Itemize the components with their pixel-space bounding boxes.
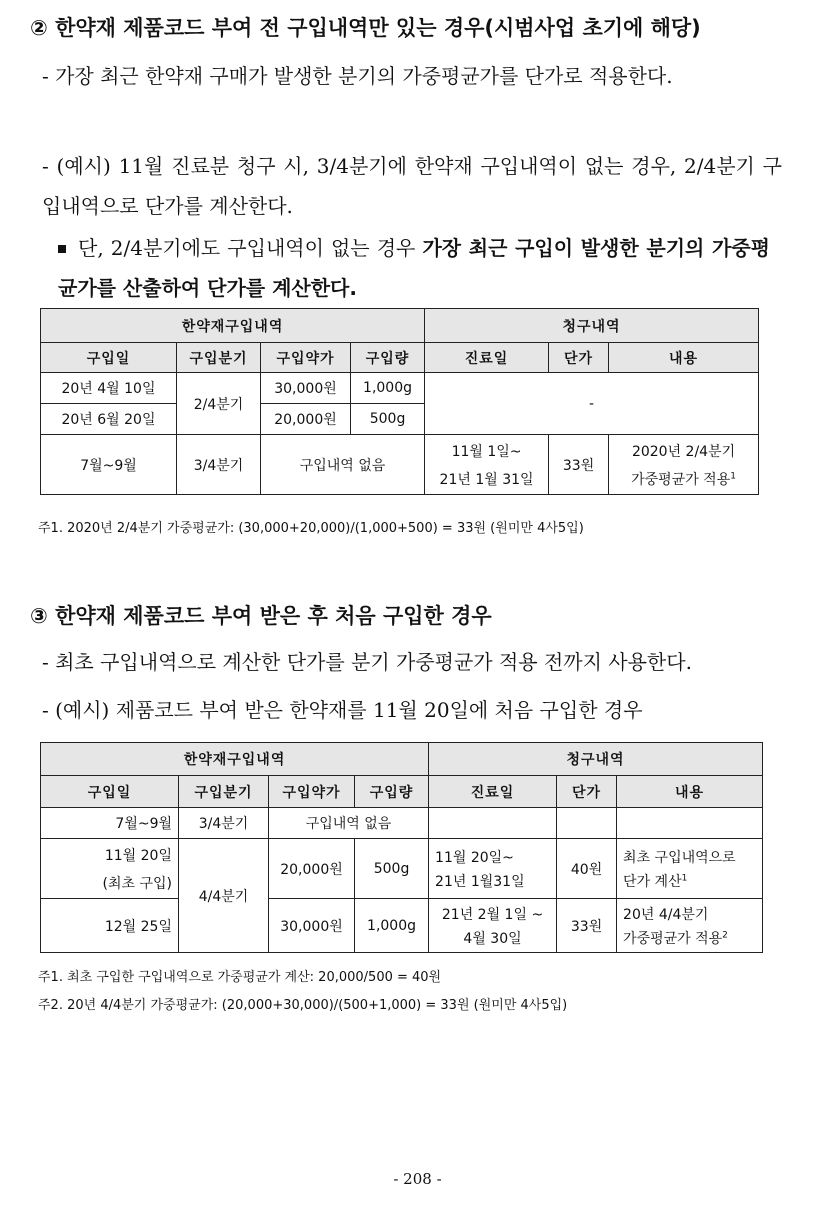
col-header-purchase-quarter: 구입분기 xyxy=(179,776,269,808)
content-line-2 xyxy=(623,928,759,948)
cell-price: 20,000원 xyxy=(269,839,355,899)
footnote-mark: 1 xyxy=(681,872,688,883)
col-header-unit-price: 단가 xyxy=(549,343,609,373)
table-row xyxy=(41,373,759,404)
table-row xyxy=(41,899,763,953)
treatment-date-line-1: 11월 1일~ xyxy=(451,443,522,460)
cell-content xyxy=(617,899,763,953)
col-header-treatment-date: 진료일 xyxy=(425,343,549,373)
content-line-2-text: 단가 계산 xyxy=(623,873,682,890)
purchase-group-header: 한약재구입내역 xyxy=(41,309,425,343)
cell-unit-price: 33원 xyxy=(549,435,609,495)
content-line-1: 2020년 2/4분기 xyxy=(631,443,736,460)
col-header-purchase-price: 구입약가 xyxy=(269,776,355,808)
col-header-purchase-qty: 구입량 xyxy=(355,776,429,808)
content-line-2 xyxy=(612,469,755,489)
col-header-treatment-date: 진료일 xyxy=(429,776,557,808)
content-line-2-text: 가중평균가 적용 xyxy=(623,930,723,947)
cell-quarter: 2/4분기 xyxy=(177,373,261,435)
cell-quarter: 3/4분기 xyxy=(179,808,269,839)
content-line-2 xyxy=(623,871,759,891)
cell-price: 20,000원 xyxy=(261,404,351,435)
cell-no-purchase: 구입내역 없음 xyxy=(269,808,429,839)
bullet-text-plain: 단, 2/4분기에도 구입내역이 없는 경우 xyxy=(78,236,423,260)
bullet-text-bold: 가장 최근 구입이 발생한 분기의 가중평균가를 산출하여 단가를 계산한다. xyxy=(58,236,770,300)
cell-empty xyxy=(617,808,763,839)
cell-empty xyxy=(557,808,617,839)
cell-qty: 500g xyxy=(351,404,425,435)
cell-treatment-date xyxy=(429,839,557,899)
section-2-table xyxy=(40,308,759,495)
table-row xyxy=(41,435,759,495)
content-line-2-text: 가중평균가 적용 xyxy=(631,471,731,488)
section-2-note: 주1. 2020년 2/4분기 가중평균가: (30,000+20,000)/(1,000+500) = 33원 (원미만 4사5입) xyxy=(38,521,584,536)
cell-date xyxy=(41,839,179,899)
page-number: - 208 - xyxy=(393,1170,442,1188)
footnote-mark: 1 xyxy=(730,470,736,481)
section-2-bullet xyxy=(58,228,770,308)
cell-claim-empty: - xyxy=(425,373,759,435)
section-3-table xyxy=(40,742,763,953)
section-3-dash-2: - (예시) 제품코드 부여 받은 한약재를 11월 20일에 처음 구입한 경우 xyxy=(42,698,643,722)
cell-date: 7월~9월 xyxy=(41,808,179,839)
bullet-square-icon xyxy=(58,245,66,253)
table-row xyxy=(41,839,763,899)
section-2-dash-2: - (예시) 11월 진료분 청구 시, 3/4분기에 한약재 구입내역이 없는 경우, 2/4분기 구입내역으로 단가를 계산한다. xyxy=(42,154,782,218)
cell-price: 30,000원 xyxy=(269,899,355,953)
cell-quarter: 3/4분기 xyxy=(177,435,261,495)
claim-group-header: 청구내역 xyxy=(425,309,759,343)
col-header-purchase-date: 구입일 xyxy=(41,776,179,808)
section-2-dash-1: - 가장 최근 한약재 구매가 발생한 분기의 가중평균가를 단가로 적용한다. xyxy=(42,64,673,88)
cell-content xyxy=(617,839,763,899)
cell-date: 7월~9월 xyxy=(41,435,177,495)
treatment-date-line-2: 4월 30일 xyxy=(463,930,522,947)
col-header-content: 내용 xyxy=(617,776,763,808)
date-line-2: (최초 구입) xyxy=(102,875,172,892)
cell-date: 12월 25일 xyxy=(41,899,179,953)
cell-no-purchase: 구입내역 없음 xyxy=(261,435,425,495)
purchase-group-header: 한약재구입내역 xyxy=(41,743,429,776)
footnote-mark: 2 xyxy=(722,929,728,940)
cell-price: 30,000원 xyxy=(261,373,351,404)
cell-quarter: 4/4분기 xyxy=(179,839,269,953)
treatment-date-line-2: 21년 1월 31일 xyxy=(439,471,534,488)
cell-content xyxy=(609,435,759,495)
content-line-1: 20년 4/4분기 xyxy=(623,906,709,923)
content-line-1: 최초 구입내역으로 xyxy=(623,849,736,866)
section-2-heading: ② 한약재 제품코드 부여 전 구입내역만 있는 경우(시범사업 초기에 해당) xyxy=(30,16,701,40)
section-3-heading: ③ 한약재 제품코드 부여 받은 후 처음 구입한 경우 xyxy=(30,604,492,628)
cell-unit-price: 40원 xyxy=(557,839,617,899)
section-3-note-1: 주1. 최초 구입한 구입내역으로 가중평균가 계산: 20,000/500 = 40원 xyxy=(38,970,442,985)
table-row xyxy=(41,808,763,839)
cell-qty: 500g xyxy=(355,839,429,899)
cell-treatment-date xyxy=(425,435,549,495)
cell-empty xyxy=(429,808,557,839)
treatment-date-line-2: 21년 1월31일 xyxy=(435,873,525,890)
col-header-unit-price: 단가 xyxy=(557,776,617,808)
section-3-note-2: 주2. 20년 4/4분기 가중평균가: (20,000+30,000)/(500+1,000) = 33원 (원미만 4사5입) xyxy=(38,998,568,1013)
cell-treatment-date xyxy=(429,899,557,953)
col-header-purchase-price: 구입약가 xyxy=(261,343,351,373)
claim-group-header: 청구내역 xyxy=(429,743,763,776)
cell-date: 20년 6월 20일 xyxy=(41,404,177,435)
cell-qty: 1,000g xyxy=(355,899,429,953)
col-header-purchase-qty: 구입량 xyxy=(351,343,425,373)
col-header-purchase-quarter: 구입분기 xyxy=(177,343,261,373)
col-header-content: 내용 xyxy=(609,343,759,373)
cell-qty: 1,000g xyxy=(351,373,425,404)
treatment-date-line-1: 11월 20일~ xyxy=(435,849,514,866)
col-header-purchase-date: 구입일 xyxy=(41,343,177,373)
date-line-1: 11월 20일 xyxy=(104,847,172,864)
cell-unit-price: 33원 xyxy=(557,899,617,953)
cell-date: 20년 4월 10일 xyxy=(41,373,177,404)
section-3-dash-1: - 최초 구입내역으로 계산한 단가를 분기 가중평균가 적용 전까지 사용한다. xyxy=(42,650,692,674)
treatment-date-line-1: 21년 2월 1일 ~ xyxy=(441,906,544,923)
